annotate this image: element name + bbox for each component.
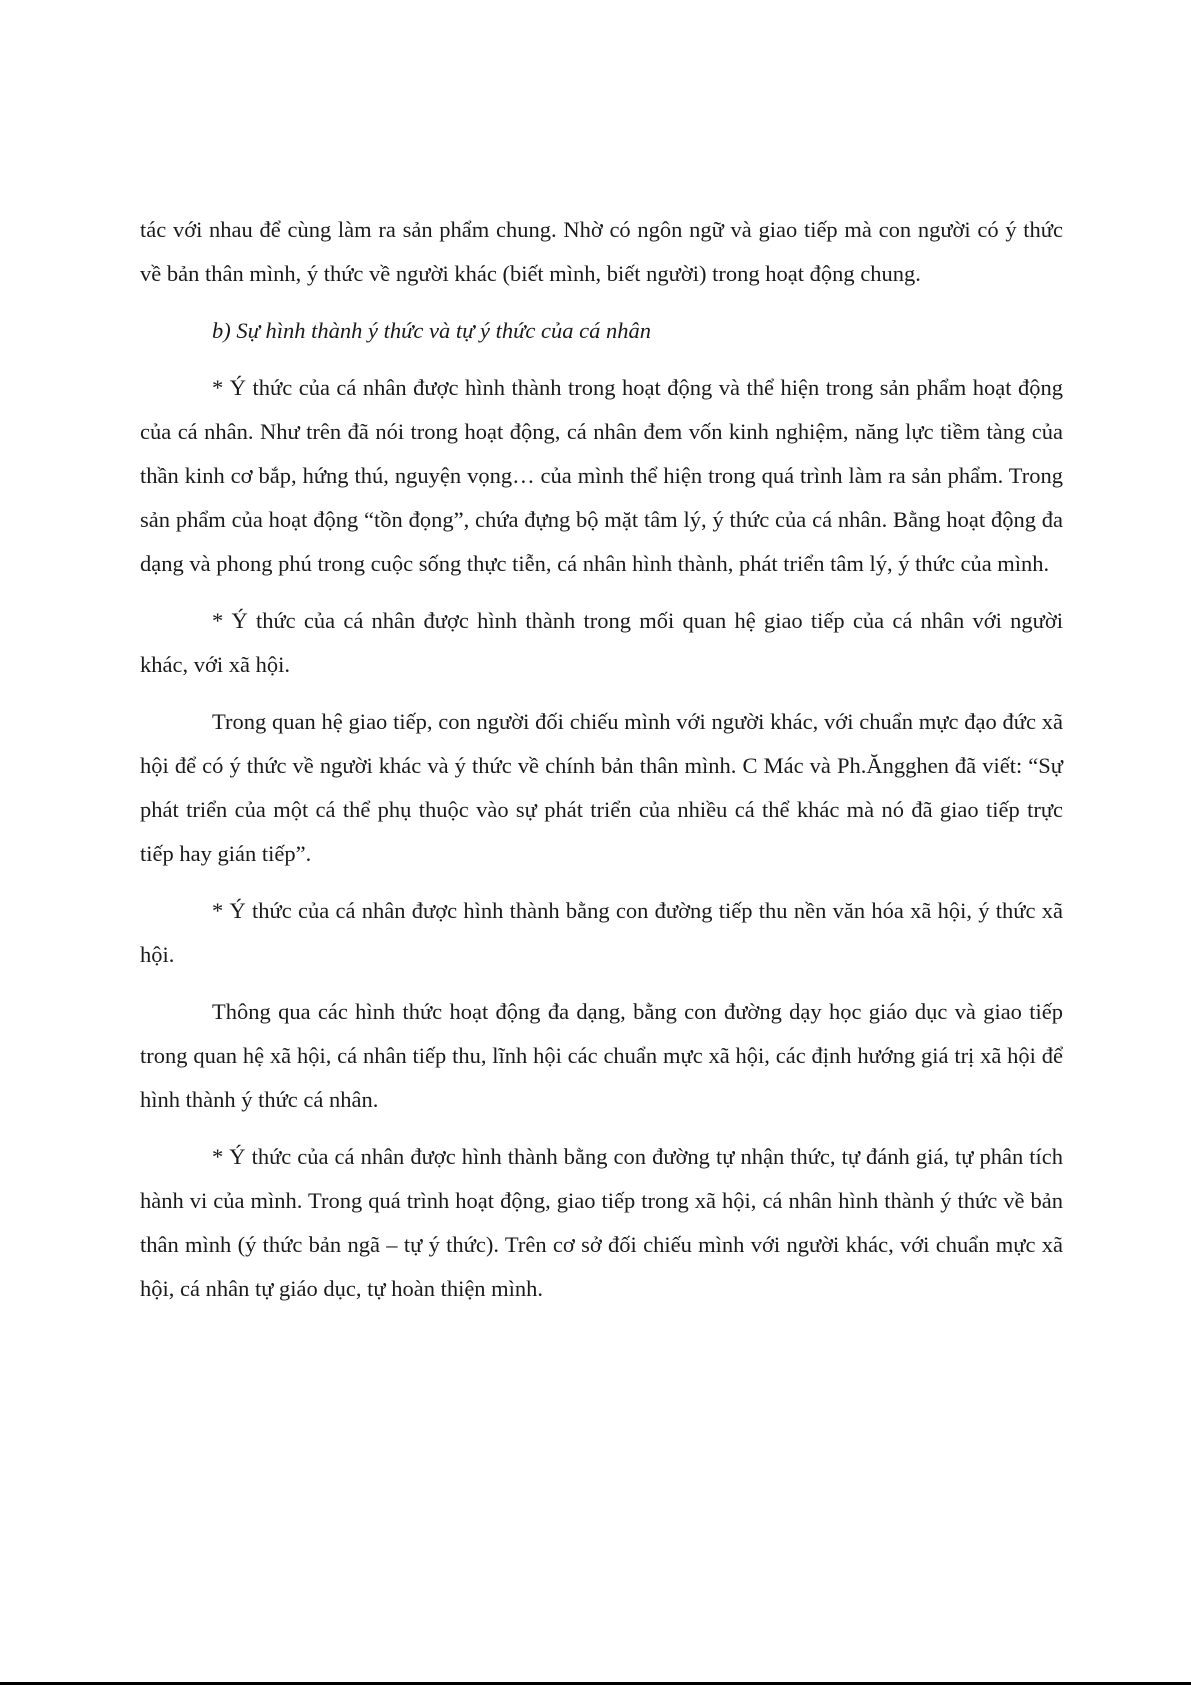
paragraph-communication: * Ý thức của cá nhân được hình thành trong mối quan hệ giao tiếp của cá nhân với người khác, với xã hội.	[140, 608, 1063, 677]
paragraph-culture: * Ý thức của cá nhân được hình thành bằng con đường tiếp thu nền văn hóa xã hội, ý thức xã hội.	[140, 898, 1063, 967]
paragraph-culture-detail: Thông qua các hình thức hoạt động đa dạng, bằng con đường dạy học giáo dục và giao tiếp trong quan hệ xã hội, cá nhân tiếp thu, lĩnh hội các chuẩn mực xã hội, các định hướng giá trị xã hội để hình thành ý thức cá nhân.	[140, 999, 1063, 1112]
paragraph-communication-detail: Trong quan hệ giao tiếp, con người đối chiếu mình với người khác, với chuẩn mực đạo đức xã hội để có ý thức về người khác và ý thức về chính bản thân mình. C Mác và Ph.Ăngghen đã viết: “Sự phát triển của một cá thể phụ thuộc vào sự phát triển của nhiều cá thể khác mà nó đã giao tiếp trực tiếp hay gián tiếp”.	[140, 709, 1063, 866]
paragraph-activity: * Ý thức của cá nhân được hình thành trong hoạt động và thể hiện trong sản phẩm hoạt động của cá nhân. Như trên đã nói trong hoạt động, cá nhân đem vốn kinh nghiệm, năng lực tiềm tàng của thần kinh cơ bắp, hứng thú, nguyện vọng… của mình thể hiện trong quá trình làm ra sản phẩm. Trong sản phẩm của hoạt động “tồn đọng”, chứa đựng bộ mặt tâm lý, ý thức của cá nhân. Bằng hoạt động đa dạng và phong phú trong cuộc sống thực tiễn, cá nhân hình thành, phát triển tâm lý, ý thức của mình.	[140, 375, 1063, 576]
document-page-body	[140, 208, 1063, 1324]
section-heading: b) Sự hình thành ý thức và tự ý thức của cá nhân	[212, 318, 651, 343]
paragraph-self-awareness: * Ý thức của cá nhân được hình thành bằng con đường tự nhận thức, tự đánh giá, tự phân tích hành vi của mình. Trong quá trình hoạt động, giao tiếp trong xã hội, cá nhân hình thành ý thức về bản thân mình (ý thức bản ngã – tự ý thức). Trên cơ sở đối chiếu mình với người khác, với chuẩn mực xã hội, cá nhân tự giáo dục, tự hoàn thiện mình.	[140, 1144, 1063, 1301]
paragraph-continuation: tác với nhau để cùng làm ra sản phẩm chung. Nhờ có ngôn ngữ và giao tiếp mà con người có ý thức về bản thân mình, ý thức về người khác (biết mình, biết người) trong hoạt động chung.	[140, 217, 1063, 286]
